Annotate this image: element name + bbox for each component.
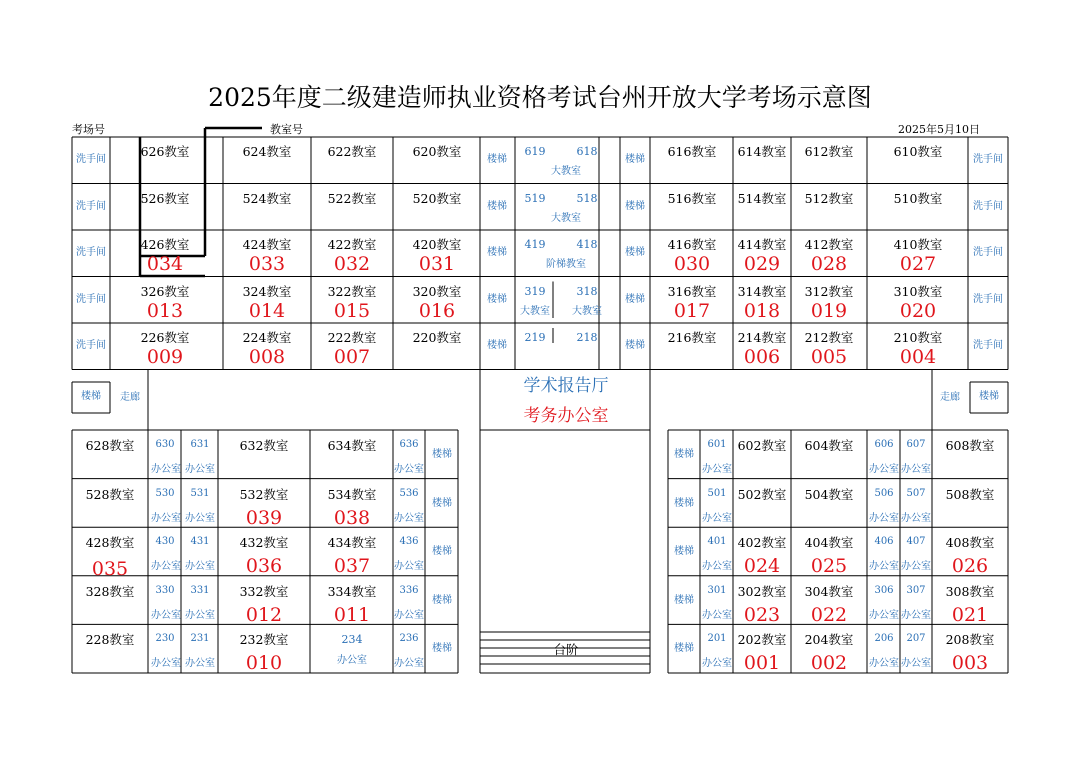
exam-room-number: 012	[245, 603, 283, 626]
office-number: 336	[399, 584, 419, 596]
restroom-label: 洗手间	[76, 340, 106, 351]
classroom-label: 510教室	[893, 190, 943, 206]
classroom-label: 604教室	[804, 438, 854, 453]
exam-number-legend: 考场号	[72, 123, 105, 136]
classroom-label: 522教室	[327, 190, 377, 206]
office-number: 206	[874, 633, 894, 645]
classroom-label: 504教室	[804, 486, 854, 502]
classroom-label: 326教室	[140, 283, 190, 299]
classroom-label: 202教室	[737, 632, 787, 648]
big-classroom-label: 大教室	[520, 305, 550, 317]
room-number-blue: 319	[524, 284, 546, 298]
office-number: 631	[190, 439, 210, 450]
classroom-label: 220教室	[412, 330, 462, 345]
classroom-label: 320教室	[412, 283, 462, 299]
office-number: 536	[399, 487, 419, 499]
exam-room-number: 027	[899, 253, 937, 275]
stairs-label: 楼梯	[674, 497, 694, 509]
classroom-label: 526教室	[140, 190, 190, 206]
restroom-label: 洗手间	[973, 340, 1003, 351]
exam-room-number: 037	[333, 555, 371, 578]
exam-room-number: 039	[245, 506, 283, 529]
stairs-label: 楼梯	[674, 643, 694, 655]
exam-room-number: 024	[743, 555, 781, 578]
office-label: 办公室	[702, 464, 732, 475]
office-label: 办公室	[702, 512, 732, 524]
office-number: 231	[190, 633, 210, 645]
office-number: 531	[190, 487, 210, 499]
office-number: 401	[707, 536, 727, 548]
office-label: 办公室	[151, 609, 181, 621]
exam-room-number: 007	[333, 346, 371, 368]
exam-room-number: 003	[951, 652, 989, 675]
exam-room-number: 013	[146, 299, 184, 322]
office-label: 办公室	[869, 464, 899, 475]
office-label: 办公室	[394, 658, 424, 670]
exam-room-number: 010	[245, 652, 283, 675]
exam-room-number: 019	[810, 299, 848, 322]
stairs-label: 楼梯	[625, 154, 645, 165]
room-number-blue: 618	[576, 145, 598, 158]
room-number-blue: 418	[576, 238, 598, 251]
office-label: 办公室	[185, 464, 215, 475]
exam-room-number: 038	[333, 506, 371, 529]
exam-room-number: 028	[810, 253, 848, 275]
classroom-label: 332教室	[239, 583, 289, 599]
classroom-label: 622教室	[327, 144, 377, 159]
classroom-label: 228教室	[85, 632, 135, 648]
classroom-label: 302教室	[737, 583, 787, 599]
office-label: 办公室	[151, 512, 181, 524]
office-label: 办公室	[702, 658, 732, 670]
exam-office-label: 考务办公室	[523, 406, 609, 426]
exam-room-number: 029	[743, 253, 781, 275]
classroom-label: 432教室	[239, 535, 289, 551]
office-number: 201	[707, 633, 727, 645]
restroom-label: 洗手间	[76, 293, 106, 305]
classroom-label: 608教室	[945, 438, 995, 453]
restroom-label: 洗手间	[973, 293, 1003, 305]
office-number: 301	[707, 584, 727, 596]
classroom-label: 226教室	[140, 330, 190, 345]
restroom-label: 洗手间	[76, 247, 106, 258]
exam-room-number: 014	[248, 299, 286, 322]
office-label: 办公室	[901, 609, 931, 621]
room-number-legend: 教室号	[270, 123, 303, 136]
exam-room-number: 001	[743, 652, 781, 675]
office-number: 601	[707, 439, 727, 450]
big-classroom-label: 大教室	[551, 166, 581, 177]
office-label: 办公室	[394, 464, 424, 475]
classroom-label: 204教室	[804, 632, 854, 648]
classroom-label: 314教室	[737, 283, 787, 299]
restroom-label: 洗手间	[973, 247, 1003, 258]
classroom-label: 632教室	[239, 438, 289, 453]
stage-label: 台阶	[553, 642, 579, 657]
classroom-label: 416教室	[667, 237, 717, 252]
classroom-label: 312教室	[804, 283, 854, 299]
stairs-label: 楼梯	[625, 340, 645, 351]
office-label: 办公室	[151, 658, 181, 670]
office-number: 207	[906, 633, 926, 645]
office-number: 430	[155, 536, 175, 548]
office-number: 407	[906, 536, 926, 548]
exam-room-number: 018	[743, 299, 781, 322]
stairs-label: 楼梯	[432, 546, 452, 558]
office-number: 330	[155, 584, 175, 596]
stairs-label: 楼梯	[81, 391, 101, 402]
exam-room-number: 023	[743, 603, 781, 626]
exam-room-number: 034	[146, 253, 184, 275]
classroom-label: 322教室	[327, 283, 377, 299]
stairs-label: 楼梯	[674, 594, 694, 606]
stairs-label: 楼梯	[674, 449, 694, 460]
office-label: 办公室	[185, 609, 215, 621]
corridor-label: 走廊	[940, 392, 960, 403]
office-number: 230	[155, 633, 175, 645]
exam-room-number: 030	[673, 253, 711, 275]
big-classroom-label: 大教室	[572, 305, 602, 317]
stairs-label: 楼梯	[674, 546, 694, 558]
classroom-label: 308教室	[945, 583, 995, 599]
office-number: 530	[155, 487, 175, 499]
stairs-label: 楼梯	[487, 293, 507, 305]
exam-room-number: 031	[418, 253, 456, 275]
stairs-label: 楼梯	[487, 200, 507, 212]
room-number-blue: 419	[524, 238, 546, 251]
exam-room-number: 022	[810, 603, 848, 626]
office-number: 606	[874, 439, 894, 450]
office-number: 331	[190, 584, 210, 596]
restroom-label: 洗手间	[973, 154, 1003, 165]
classroom-label: 516教室	[667, 190, 717, 206]
room-number-blue: 318	[576, 284, 598, 298]
stairs-label: 楼梯	[432, 594, 452, 606]
restroom-label: 洗手间	[76, 154, 106, 165]
page-title: 2025年度二级建造师执业资格考试台州开放大学考场示意图	[208, 83, 872, 112]
classroom-label: 402教室	[737, 535, 787, 551]
stairs-label: 楼梯	[625, 247, 645, 258]
office-label: 办公室	[901, 658, 931, 670]
classroom-label: 514教室	[737, 190, 787, 206]
lecture-hall-title: 学术报告厅	[523, 376, 609, 396]
classroom-label: 328教室	[85, 583, 135, 599]
classroom-label: 208教室	[945, 632, 995, 648]
office-label: 办公室	[869, 609, 899, 621]
classroom-label: 612教室	[804, 144, 854, 159]
room-number-blue: 518	[576, 191, 598, 205]
office-number: 307	[906, 584, 926, 596]
classroom-label: 624教室	[242, 144, 292, 159]
exam-date: 2025年5月10日	[898, 123, 980, 136]
office-label: 办公室	[869, 658, 899, 670]
exam-room-number: 004	[899, 346, 937, 368]
big-classroom-label: 大教室	[551, 212, 581, 224]
classroom-label: 434教室	[327, 535, 377, 551]
office-label: 办公室	[185, 512, 215, 524]
restroom-label: 洗手间	[76, 200, 106, 212]
stairs-label: 楼梯	[432, 497, 452, 509]
exam-room-number: 008	[248, 346, 286, 368]
office-number: 406	[874, 536, 894, 548]
classroom-label: 628教室	[85, 438, 135, 453]
exam-room-number: 035	[91, 558, 129, 581]
office-number: 507	[906, 487, 926, 499]
classroom-label: 222教室	[327, 330, 377, 345]
exam-room-number: 011	[333, 603, 371, 626]
classroom-label: 410教室	[893, 237, 943, 252]
classroom-label: 214教室	[737, 330, 787, 345]
classroom-label: 212教室	[804, 330, 854, 345]
classroom-label: 508教室	[945, 486, 995, 502]
classroom-label: 334教室	[327, 583, 377, 599]
classroom-label: 310教室	[893, 283, 943, 299]
classroom-label: 626教室	[140, 144, 190, 159]
classroom-label: 620教室	[412, 144, 462, 159]
classroom-label: 520教室	[412, 190, 462, 206]
classroom-label: 232教室	[239, 632, 289, 648]
classroom-label: 532教室	[239, 486, 289, 502]
room-number-blue: 219	[524, 331, 546, 344]
stairs-label: 楼梯	[625, 293, 645, 305]
classroom-label: 428教室	[85, 535, 135, 551]
office-number: 501	[707, 487, 727, 499]
lecture-hall-label: 阶梯教室	[546, 259, 586, 270]
stairs-label: 楼梯	[625, 200, 645, 212]
exam-room-number: 016	[418, 299, 456, 322]
classroom-label: 210教室	[893, 330, 943, 345]
room-number-blue: 519	[524, 191, 546, 205]
office-label: 办公室	[869, 561, 899, 573]
classroom-label: 616教室	[667, 144, 717, 159]
office-number: 234	[341, 633, 363, 647]
office-label: 办公室	[869, 512, 899, 524]
classroom-label: 224教室	[242, 330, 292, 345]
office-label: 办公室	[901, 512, 931, 524]
classroom-label: 414教室	[737, 237, 787, 252]
room-number-blue: 619	[524, 145, 546, 158]
exam-room-number: 036	[245, 555, 283, 578]
exam-room-number: 017	[673, 299, 711, 322]
office-label: 办公室	[702, 609, 732, 621]
stairs-label: 楼梯	[487, 340, 507, 351]
classroom-label: 634教室	[327, 438, 377, 453]
stairs-label: 楼梯	[432, 643, 452, 655]
exam-room-number: 006	[743, 346, 781, 368]
office-number: 506	[874, 487, 894, 499]
exam-room-number: 025	[810, 555, 848, 578]
classroom-label: 524教室	[242, 190, 292, 206]
classroom-label: 422教室	[327, 237, 377, 252]
classroom-label: 426教室	[140, 237, 190, 252]
classroom-label: 610教室	[893, 144, 943, 159]
classroom-label: 424教室	[242, 237, 292, 252]
stairs-label: 楼梯	[979, 391, 999, 402]
stairs-label: 楼梯	[432, 449, 452, 460]
office-label: 办公室	[702, 561, 732, 573]
classroom-label: 420教室	[412, 237, 462, 252]
exam-room-number: 020	[899, 299, 937, 322]
classroom-label: 216教室	[667, 330, 717, 345]
office-label: 办公室	[394, 561, 424, 573]
restroom-label: 洗手间	[973, 200, 1003, 212]
classroom-label: 304教室	[804, 583, 854, 599]
classroom-label: 614教室	[737, 144, 787, 159]
office-label: 办公室	[185, 658, 215, 670]
exam-room-number: 015	[333, 299, 371, 322]
exam-room-number: 033	[248, 253, 286, 275]
exam-room-number: 005	[810, 346, 848, 368]
exam-room-number: 009	[146, 346, 184, 368]
stairs-label: 楼梯	[487, 154, 507, 165]
office-label: 办公室	[901, 561, 931, 573]
stairs-label: 楼梯	[487, 247, 507, 258]
office-number: 607	[906, 439, 926, 450]
classroom-label: 534教室	[327, 486, 377, 502]
office-label: 办公室	[901, 464, 931, 475]
classroom-label: 408教室	[945, 535, 995, 551]
exam-room-number: 032	[333, 253, 371, 275]
office-label: 办公室	[151, 464, 181, 475]
classroom-label: 512教室	[804, 190, 854, 206]
classroom-label: 316教室	[667, 283, 717, 299]
office-label: 办公室	[394, 609, 424, 621]
classroom-label: 502教室	[737, 486, 787, 502]
office-label: 办公室	[394, 512, 424, 524]
exam-room-number: 026	[951, 555, 989, 578]
classroom-label: 412教室	[804, 237, 854, 252]
office-label: 办公室	[185, 561, 215, 573]
office-number: 431	[190, 536, 210, 548]
classroom-label: 602教室	[737, 438, 787, 453]
exam-room-number: 002	[810, 652, 848, 675]
exam-room-number: 021	[951, 603, 989, 626]
classroom-label: 404教室	[804, 535, 854, 551]
office-number: 306	[874, 584, 894, 596]
classroom-label: 324教室	[242, 283, 292, 299]
classroom-label: 528教室	[85, 486, 135, 502]
office-label: 办公室	[337, 655, 367, 667]
office-number: 636	[399, 439, 419, 450]
office-number: 236	[399, 633, 419, 645]
office-number: 436	[399, 536, 419, 548]
office-number: 630	[155, 439, 175, 450]
room-number-blue: 218	[576, 331, 598, 344]
office-label: 办公室	[151, 561, 181, 573]
corridor-label: 走廊	[120, 392, 140, 403]
